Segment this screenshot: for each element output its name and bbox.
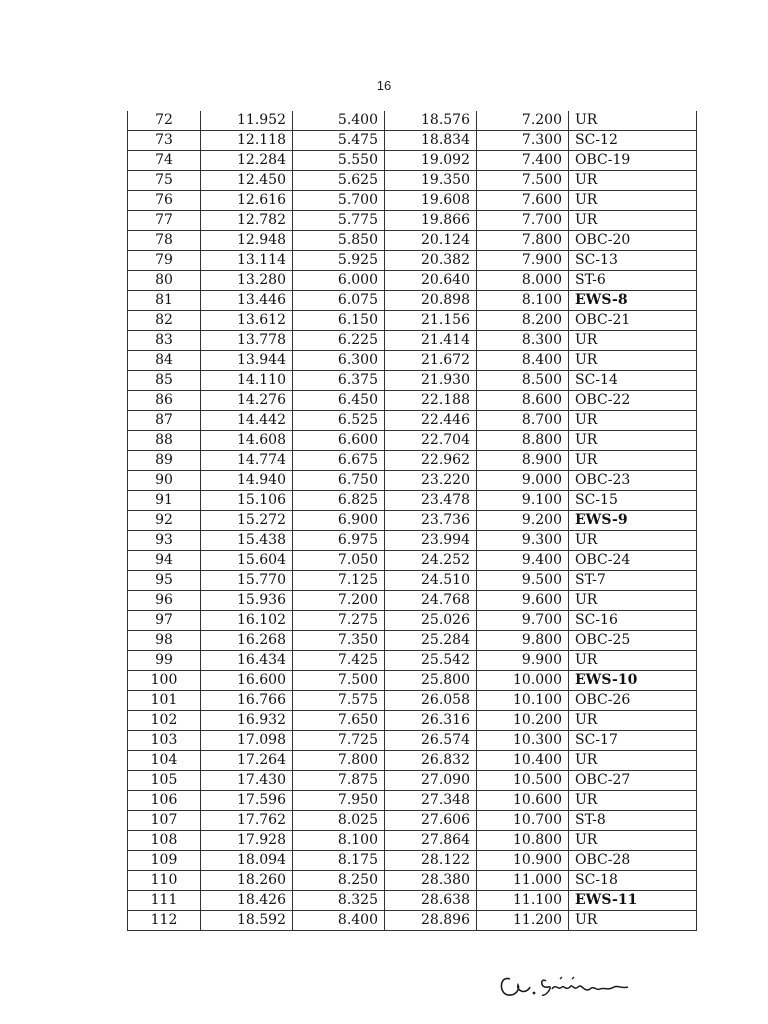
table-row <box>128 331 697 351</box>
value-cell-1: 13.944 <box>201 351 293 371</box>
value-cell-4: 8.500 <box>477 371 569 391</box>
category-cell: OBC-21 <box>569 311 697 331</box>
value-cell-1: 17.098 <box>201 731 293 751</box>
category-cell: EWS-10 <box>569 671 697 691</box>
roster-number-cell: 80 <box>128 271 201 291</box>
category-cell: OBC-27 <box>569 771 697 791</box>
category-cell: SC-15 <box>569 491 697 511</box>
value-cell-4: 8.600 <box>477 391 569 411</box>
roster-number-cell: 76 <box>128 191 201 211</box>
roster-number-cell: 104 <box>128 751 201 771</box>
value-cell-2: 7.500 <box>293 671 385 691</box>
roster-number-cell: 93 <box>128 531 201 551</box>
value-cell-2: 6.150 <box>293 311 385 331</box>
value-cell-4: 9.600 <box>477 591 569 611</box>
value-cell-4: 7.600 <box>477 191 569 211</box>
value-cell-1: 13.612 <box>201 311 293 331</box>
value-cell-2: 6.300 <box>293 351 385 371</box>
value-cell-3: 20.898 <box>385 291 477 311</box>
value-cell-3: 27.348 <box>385 791 477 811</box>
category-cell: SC-13 <box>569 251 697 271</box>
roster-number-cell: 91 <box>128 491 201 511</box>
value-cell-3: 20.124 <box>385 231 477 251</box>
roster-number-cell: 108 <box>128 831 201 851</box>
table-row <box>128 191 697 211</box>
category-cell: OBC-26 <box>569 691 697 711</box>
table-row <box>128 471 697 491</box>
value-cell-3: 23.736 <box>385 511 477 531</box>
value-cell-2: 8.400 <box>293 911 385 931</box>
value-cell-1: 15.272 <box>201 511 293 531</box>
table-row <box>128 491 697 511</box>
category-cell: OBC-24 <box>569 551 697 571</box>
roster-number-cell: 77 <box>128 211 201 231</box>
category-cell: UR <box>569 431 697 451</box>
roster-number-cell: 112 <box>128 911 201 931</box>
category-cell: OBC-23 <box>569 471 697 491</box>
category-cell: UR <box>569 791 697 811</box>
table-row <box>128 351 697 371</box>
category-cell: UR <box>569 211 697 231</box>
value-cell-3: 28.122 <box>385 851 477 871</box>
value-cell-1: 17.596 <box>201 791 293 811</box>
value-cell-3: 21.414 <box>385 331 477 351</box>
value-cell-3: 28.380 <box>385 871 477 891</box>
value-cell-4: 8.800 <box>477 431 569 451</box>
value-cell-3: 25.542 <box>385 651 477 671</box>
value-cell-2: 5.475 <box>293 131 385 151</box>
value-cell-4: 7.300 <box>477 131 569 151</box>
category-cell: SC-18 <box>569 871 697 891</box>
value-cell-4: 8.300 <box>477 331 569 351</box>
table-row <box>128 811 697 831</box>
roster-number-cell: 97 <box>128 611 201 631</box>
category-cell: EWS-8 <box>569 291 697 311</box>
table-row <box>128 891 697 911</box>
value-cell-4: 9.000 <box>477 471 569 491</box>
value-cell-4: 9.400 <box>477 551 569 571</box>
value-cell-4: 10.500 <box>477 771 569 791</box>
value-cell-2: 6.000 <box>293 271 385 291</box>
value-cell-3: 25.800 <box>385 671 477 691</box>
table-row <box>128 571 697 591</box>
table-row <box>128 691 697 711</box>
table-row <box>128 451 697 471</box>
value-cell-3: 19.350 <box>385 171 477 191</box>
value-cell-4: 7.900 <box>477 251 569 271</box>
table-row <box>128 731 697 751</box>
value-cell-3: 27.606 <box>385 811 477 831</box>
roster-number-cell: 73 <box>128 131 201 151</box>
category-cell: UR <box>569 111 697 131</box>
value-cell-1: 14.276 <box>201 391 293 411</box>
value-cell-1: 12.450 <box>201 171 293 191</box>
value-cell-3: 23.994 <box>385 531 477 551</box>
value-cell-1: 14.940 <box>201 471 293 491</box>
roster-table <box>127 111 697 931</box>
table-row <box>128 911 697 931</box>
value-cell-2: 7.200 <box>293 591 385 611</box>
roster-number-cell: 110 <box>128 871 201 891</box>
roster-number-cell: 94 <box>128 551 201 571</box>
value-cell-3: 25.284 <box>385 631 477 651</box>
table-row <box>128 771 697 791</box>
value-cell-2: 6.825 <box>293 491 385 511</box>
value-cell-3: 26.574 <box>385 731 477 751</box>
value-cell-2: 5.925 <box>293 251 385 271</box>
page-number: 16 <box>376 78 392 93</box>
table-row <box>128 791 697 811</box>
value-cell-1: 17.430 <box>201 771 293 791</box>
roster-number-cell: 90 <box>128 471 201 491</box>
value-cell-1: 12.284 <box>201 151 293 171</box>
value-cell-3: 22.962 <box>385 451 477 471</box>
roster-number-cell: 111 <box>128 891 201 911</box>
table-row <box>128 671 697 691</box>
value-cell-3: 21.156 <box>385 311 477 331</box>
value-cell-3: 28.896 <box>385 911 477 931</box>
category-cell: ST-7 <box>569 571 697 591</box>
category-cell: UR <box>569 351 697 371</box>
value-cell-3: 27.090 <box>385 771 477 791</box>
value-cell-4: 10.400 <box>477 751 569 771</box>
value-cell-1: 18.592 <box>201 911 293 931</box>
value-cell-2: 6.525 <box>293 411 385 431</box>
category-cell: UR <box>569 591 697 611</box>
value-cell-1: 13.114 <box>201 251 293 271</box>
table-row <box>128 511 697 531</box>
value-cell-1: 15.438 <box>201 531 293 551</box>
value-cell-4: 11.100 <box>477 891 569 911</box>
value-cell-3: 20.640 <box>385 271 477 291</box>
category-cell: UR <box>569 531 697 551</box>
value-cell-4: 7.200 <box>477 111 569 131</box>
table-row <box>128 151 697 171</box>
category-cell: UR <box>569 651 697 671</box>
value-cell-3: 19.866 <box>385 211 477 231</box>
category-cell: EWS-11 <box>569 891 697 911</box>
table-row <box>128 411 697 431</box>
value-cell-1: 16.600 <box>201 671 293 691</box>
roster-number-cell: 99 <box>128 651 201 671</box>
category-cell: ST-8 <box>569 811 697 831</box>
roster-number-cell: 82 <box>128 311 201 331</box>
value-cell-4: 8.400 <box>477 351 569 371</box>
table-row <box>128 211 697 231</box>
table-row <box>128 651 697 671</box>
value-cell-3: 22.446 <box>385 411 477 431</box>
value-cell-1: 12.118 <box>201 131 293 151</box>
value-cell-2: 7.275 <box>293 611 385 631</box>
category-cell: SC-14 <box>569 371 697 391</box>
table-row <box>128 551 697 571</box>
roster-number-cell: 98 <box>128 631 201 651</box>
value-cell-1: 14.774 <box>201 451 293 471</box>
value-cell-1: 11.952 <box>201 111 293 131</box>
value-cell-2: 8.025 <box>293 811 385 831</box>
value-cell-3: 24.252 <box>385 551 477 571</box>
value-cell-1: 17.264 <box>201 751 293 771</box>
roster-number-cell: 88 <box>128 431 201 451</box>
category-cell: SC-17 <box>569 731 697 751</box>
value-cell-4: 10.800 <box>477 831 569 851</box>
value-cell-3: 18.834 <box>385 131 477 151</box>
roster-number-cell: 107 <box>128 811 201 831</box>
value-cell-3: 25.026 <box>385 611 477 631</box>
value-cell-2: 7.875 <box>293 771 385 791</box>
value-cell-4: 11.200 <box>477 911 569 931</box>
category-cell: OBC-20 <box>569 231 697 251</box>
value-cell-2: 6.900 <box>293 511 385 531</box>
value-cell-2: 7.425 <box>293 651 385 671</box>
category-cell: SC-16 <box>569 611 697 631</box>
value-cell-2: 6.075 <box>293 291 385 311</box>
value-cell-2: 6.975 <box>293 531 385 551</box>
table-row <box>128 611 697 631</box>
value-cell-3: 28.638 <box>385 891 477 911</box>
value-cell-3: 22.188 <box>385 391 477 411</box>
value-cell-1: 17.762 <box>201 811 293 831</box>
value-cell-3: 24.510 <box>385 571 477 591</box>
value-cell-4: 7.400 <box>477 151 569 171</box>
table-row <box>128 311 697 331</box>
value-cell-1: 18.260 <box>201 871 293 891</box>
roster-number-cell: 89 <box>128 451 201 471</box>
roster-number-cell: 103 <box>128 731 201 751</box>
value-cell-2: 6.675 <box>293 451 385 471</box>
category-cell: OBC-25 <box>569 631 697 651</box>
category-cell: UR <box>569 331 697 351</box>
value-cell-4: 8.000 <box>477 271 569 291</box>
roster-number-cell: 84 <box>128 351 201 371</box>
table-row <box>128 831 697 851</box>
roster-number-cell: 96 <box>128 591 201 611</box>
value-cell-1: 12.616 <box>201 191 293 211</box>
category-cell: UR <box>569 191 697 211</box>
category-cell: SC-12 <box>569 131 697 151</box>
table-row <box>128 871 697 891</box>
value-cell-3: 27.864 <box>385 831 477 851</box>
value-cell-4: 7.700 <box>477 211 569 231</box>
roster-number-cell: 109 <box>128 851 201 871</box>
value-cell-3: 22.704 <box>385 431 477 451</box>
table-row <box>128 251 697 271</box>
value-cell-2: 7.650 <box>293 711 385 731</box>
category-cell: OBC-28 <box>569 851 697 871</box>
value-cell-3: 24.768 <box>385 591 477 611</box>
roster-number-cell: 106 <box>128 791 201 811</box>
roster-number-cell: 95 <box>128 571 201 591</box>
value-cell-4: 10.600 <box>477 791 569 811</box>
roster-number-cell: 101 <box>128 691 201 711</box>
table-row <box>128 371 697 391</box>
value-cell-1: 16.434 <box>201 651 293 671</box>
value-cell-1: 14.442 <box>201 411 293 431</box>
roster-number-cell: 87 <box>128 411 201 431</box>
value-cell-1: 18.426 <box>201 891 293 911</box>
roster-number-cell: 78 <box>128 231 201 251</box>
value-cell-1: 12.782 <box>201 211 293 231</box>
value-cell-4: 10.100 <box>477 691 569 711</box>
value-cell-4: 8.700 <box>477 411 569 431</box>
value-cell-2: 5.850 <box>293 231 385 251</box>
table-row <box>128 291 697 311</box>
roster-number-cell: 83 <box>128 331 201 351</box>
value-cell-4: 7.800 <box>477 231 569 251</box>
value-cell-3: 21.930 <box>385 371 477 391</box>
roster-number-cell: 85 <box>128 371 201 391</box>
value-cell-2: 6.600 <box>293 431 385 451</box>
value-cell-1: 15.106 <box>201 491 293 511</box>
value-cell-2: 5.550 <box>293 151 385 171</box>
signature <box>496 965 646 1009</box>
category-cell: UR <box>569 831 697 851</box>
value-cell-4: 9.100 <box>477 491 569 511</box>
value-cell-2: 5.775 <box>293 211 385 231</box>
roster-number-cell: 105 <box>128 771 201 791</box>
value-cell-3: 19.608 <box>385 191 477 211</box>
value-cell-1: 13.446 <box>201 291 293 311</box>
category-cell: OBC-22 <box>569 391 697 411</box>
category-cell: UR <box>569 451 697 471</box>
value-cell-4: 7.500 <box>477 171 569 191</box>
category-cell: EWS-9 <box>569 511 697 531</box>
value-cell-1: 15.936 <box>201 591 293 611</box>
category-cell: UR <box>569 171 697 191</box>
value-cell-1: 13.778 <box>201 331 293 351</box>
category-cell: UR <box>569 711 697 731</box>
value-cell-3: 23.220 <box>385 471 477 491</box>
value-cell-1: 16.102 <box>201 611 293 631</box>
value-cell-4: 10.900 <box>477 851 569 871</box>
value-cell-2: 8.325 <box>293 891 385 911</box>
value-cell-2: 6.450 <box>293 391 385 411</box>
table-row <box>128 631 697 651</box>
category-cell: ST-6 <box>569 271 697 291</box>
table-row <box>128 131 697 151</box>
value-cell-3: 18.576 <box>385 111 477 131</box>
value-cell-2: 7.575 <box>293 691 385 711</box>
table-row <box>128 111 697 131</box>
value-cell-4: 8.100 <box>477 291 569 311</box>
value-cell-4: 8.200 <box>477 311 569 331</box>
value-cell-1: 13.280 <box>201 271 293 291</box>
value-cell-3: 20.382 <box>385 251 477 271</box>
value-cell-4: 9.700 <box>477 611 569 631</box>
roster-table-body <box>128 111 697 931</box>
value-cell-4: 10.200 <box>477 711 569 731</box>
category-cell: UR <box>569 751 697 771</box>
table-row <box>128 751 697 771</box>
category-cell: UR <box>569 911 697 931</box>
value-cell-2: 8.250 <box>293 871 385 891</box>
roster-number-cell: 79 <box>128 251 201 271</box>
value-cell-4: 11.000 <box>477 871 569 891</box>
value-cell-2: 5.700 <box>293 191 385 211</box>
table-row <box>128 231 697 251</box>
value-cell-4: 9.800 <box>477 631 569 651</box>
roster-number-cell: 102 <box>128 711 201 731</box>
value-cell-2: 7.050 <box>293 551 385 571</box>
value-cell-4: 10.700 <box>477 811 569 831</box>
table-row <box>128 391 697 411</box>
value-cell-1: 18.094 <box>201 851 293 871</box>
value-cell-3: 26.316 <box>385 711 477 731</box>
value-cell-2: 6.375 <box>293 371 385 391</box>
roster-number-cell: 100 <box>128 671 201 691</box>
roster-number-cell: 75 <box>128 171 201 191</box>
value-cell-4: 9.200 <box>477 511 569 531</box>
value-cell-3: 26.058 <box>385 691 477 711</box>
roster-number-cell: 92 <box>128 511 201 531</box>
value-cell-4: 9.500 <box>477 571 569 591</box>
value-cell-2: 7.725 <box>293 731 385 751</box>
category-cell: UR <box>569 411 697 431</box>
value-cell-2: 5.625 <box>293 171 385 191</box>
value-cell-4: 9.300 <box>477 531 569 551</box>
value-cell-1: 14.110 <box>201 371 293 391</box>
value-cell-2: 8.100 <box>293 831 385 851</box>
value-cell-4: 9.900 <box>477 651 569 671</box>
value-cell-1: 15.604 <box>201 551 293 571</box>
value-cell-2: 7.350 <box>293 631 385 651</box>
value-cell-1: 12.948 <box>201 231 293 251</box>
value-cell-1: 17.928 <box>201 831 293 851</box>
value-cell-3: 19.092 <box>385 151 477 171</box>
table-row <box>128 591 697 611</box>
value-cell-2: 7.125 <box>293 571 385 591</box>
value-cell-1: 16.932 <box>201 711 293 731</box>
table-row <box>128 171 697 191</box>
value-cell-1: 16.268 <box>201 631 293 651</box>
category-cell: OBC-19 <box>569 151 697 171</box>
table-row <box>128 531 697 551</box>
table-row <box>128 431 697 451</box>
value-cell-3: 23.478 <box>385 491 477 511</box>
value-cell-1: 16.766 <box>201 691 293 711</box>
roster-number-cell: 74 <box>128 151 201 171</box>
value-cell-2: 6.750 <box>293 471 385 491</box>
value-cell-2: 5.400 <box>293 111 385 131</box>
value-cell-1: 14.608 <box>201 431 293 451</box>
value-cell-2: 7.800 <box>293 751 385 771</box>
table-row <box>128 851 697 871</box>
table-row <box>128 711 697 731</box>
roster-number-cell: 86 <box>128 391 201 411</box>
table-row <box>128 271 697 291</box>
value-cell-2: 6.225 <box>293 331 385 351</box>
value-cell-1: 15.770 <box>201 571 293 591</box>
value-cell-2: 7.950 <box>293 791 385 811</box>
value-cell-2: 8.175 <box>293 851 385 871</box>
value-cell-3: 21.672 <box>385 351 477 371</box>
roster-number-cell: 81 <box>128 291 201 311</box>
value-cell-4: 10.300 <box>477 731 569 751</box>
value-cell-4: 8.900 <box>477 451 569 471</box>
roster-number-cell: 72 <box>128 111 201 131</box>
value-cell-4: 10.000 <box>477 671 569 691</box>
value-cell-3: 26.832 <box>385 751 477 771</box>
